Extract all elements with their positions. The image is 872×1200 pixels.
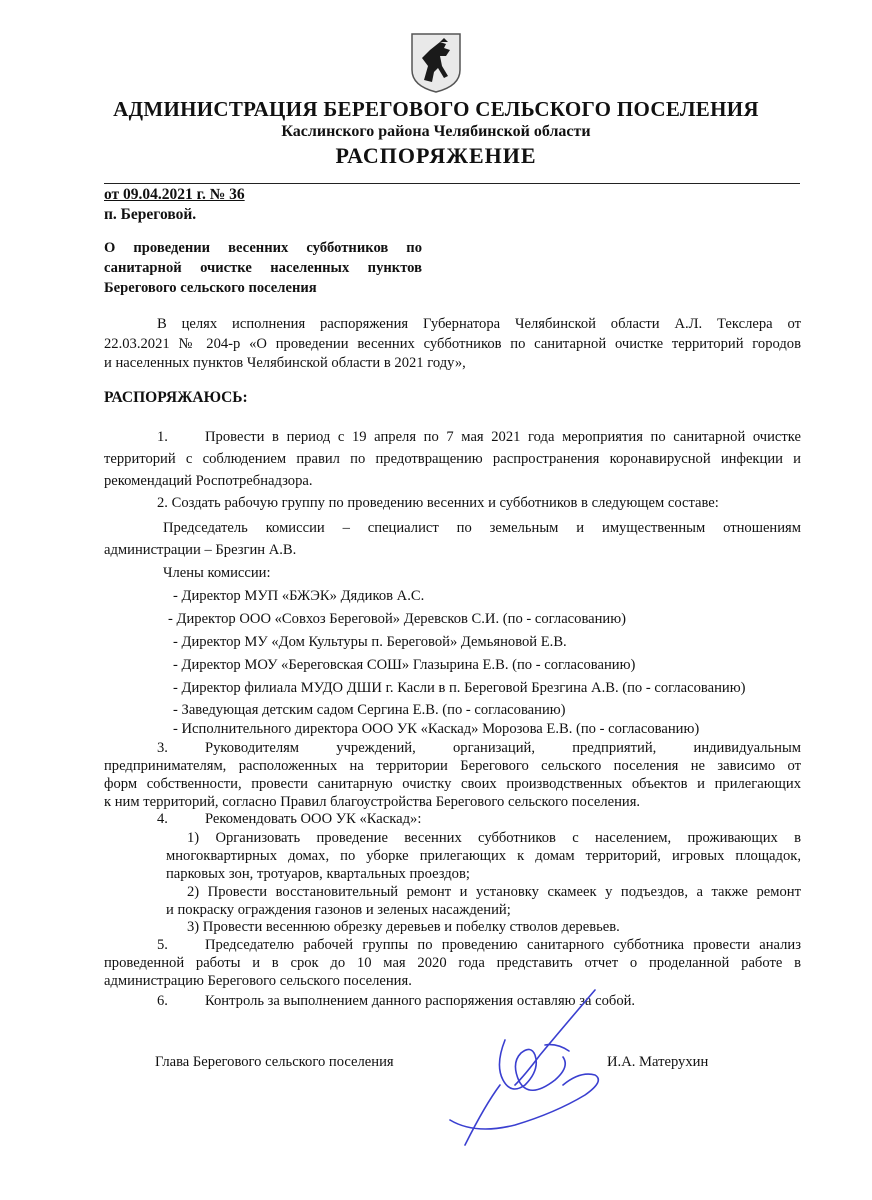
item-line: Контроль за выполнением данного распоряжения оставляю за собой. (205, 993, 636, 1009)
subject-line: санитарной очистке населенных пунктов (104, 260, 422, 276)
members-label: Члены комиссии: (163, 565, 271, 581)
item-line: Провести в период с 19 апреля по 7 мая 2021 года мероприятия по санитарной очистке (205, 429, 801, 445)
item-line: Председателю рабочей группы по проведению санитарного субботника провести анализ (205, 937, 801, 953)
member-item: - Директор ООО «Совхоз Береговой» Деревсков С.И. (по - согласованию) (168, 611, 627, 627)
item-line: форм собственности, провести санитарную очистку своих производственных объектов и прилегающих (104, 776, 801, 792)
sub-item-line: парковых зон, тротуаров, квартальных проездов; (166, 866, 470, 882)
subject-line: Берегового сельского поселения (104, 280, 317, 296)
sub-item-line: 3) Провести весеннюю обрезку деревьев и побелку стволов деревьев. (187, 919, 620, 935)
member-item: - Директор филиала МУДО ДШИ г. Касли в п. Береговой Брезгина А.В. (по - согласованию) (173, 680, 746, 696)
item-line: к ним территорий, согласно Правил благоустройства Берегового сельского поселения. (104, 794, 641, 810)
order-heading: РАСПОРЯЖАЮСЬ: (104, 389, 248, 406)
item-line: территорий с соблюдением правил по предотвращению распространения коронавирусной инфекции и (104, 451, 801, 467)
item-number: 5. (157, 937, 168, 953)
coat-of-arms-emblem (410, 32, 462, 94)
item-line: предпринимателям, расположенных на территории Берегового сельского поселения не зависимо от (104, 758, 801, 774)
sub-item-line: и покраску ограждения газонов и зеленых насаждений; (166, 902, 511, 918)
preamble-line: 22.03.2021 № 204-р «О проведении весенних субботников по санитарной очистке территорий городов (104, 336, 801, 352)
region-subtitle: Каслинского района Челябинской области (281, 123, 591, 140)
item-line: Рекомендовать ООО УК «Каскад»: (205, 811, 422, 827)
date-number: от 09.04.2021 г. № 36 (104, 186, 245, 203)
header-divider (104, 183, 800, 184)
sub-item-line: 2) Провести восстановительный ремонт и установку скамеек у подъездов, а также ремонт (187, 884, 801, 900)
item-line: Руководителям учреждений, организаций, предприятий, индивидуальным (205, 740, 801, 756)
place: п. Береговой. (104, 206, 197, 223)
member-item: - Директор МУ «Дом Культуры п. Береговой» Демьяновой Е.В. (173, 634, 567, 650)
signatory-position: Глава Берегового сельского поселения (155, 1054, 394, 1070)
item-number: 4. (157, 811, 168, 827)
signatory-name: И.А. Матерухин (607, 1054, 709, 1070)
chair-line: администрации – Брезгин А.В. (104, 542, 297, 558)
chair-line: Председатель комиссии – специалист по земельным и имущественным отношениям (163, 520, 801, 536)
preamble-line: и населенных пунктов Челябинской области в 2021 году», (104, 355, 466, 371)
document-type: РАСПОРЯЖЕНИЕ (335, 143, 537, 168)
sub-item-line: многоквартирных домах, по уборке прилегающих к домам территорий, игровых площадок, (166, 848, 801, 864)
organization-title: АДМИНИСТРАЦИЯ БЕРЕГОВОГО СЕЛЬСКОГО ПОСЕЛЕНИЯ (113, 97, 759, 121)
sub-item-line: 1) Организовать проведение весенних субботников с населением, проживающих в (187, 830, 801, 846)
item-number: 3. (157, 740, 168, 756)
member-item: - Директор МУП «БЖЭК» Дядиков А.С. (173, 588, 425, 604)
item-line: рекомендаций Роспотребнадзора. (104, 473, 313, 489)
preamble-line: В целях исполнения распоряжения Губернатора Челябинской области А.Л. Текслера от (157, 316, 801, 332)
item-line: проведенной работы и в срок до 10 мая 2020 года представить отчет о проделанной работе в (104, 955, 801, 971)
member-item: - Директор МОУ «Береговская СОШ» Глазырина Е.В. (по - согласованию) (173, 657, 636, 673)
subject-line: О проведении весенних субботников по (104, 240, 422, 256)
item-number: 6. (157, 993, 168, 1009)
item-line: администрацию Берегового сельского поселения. (104, 973, 412, 989)
member-item: - Заведующая детским садом Сергина Е.В. (по - согласованию) (173, 702, 566, 718)
item-line: 2. Создать рабочую группу по проведению весенних и субботников в следующем составе: (157, 495, 719, 511)
member-item: - Исполнительного директора ООО УК «Каскад» Морозова Е.В. (по - согласованию) (173, 721, 700, 737)
item-number: 1. (157, 429, 168, 445)
